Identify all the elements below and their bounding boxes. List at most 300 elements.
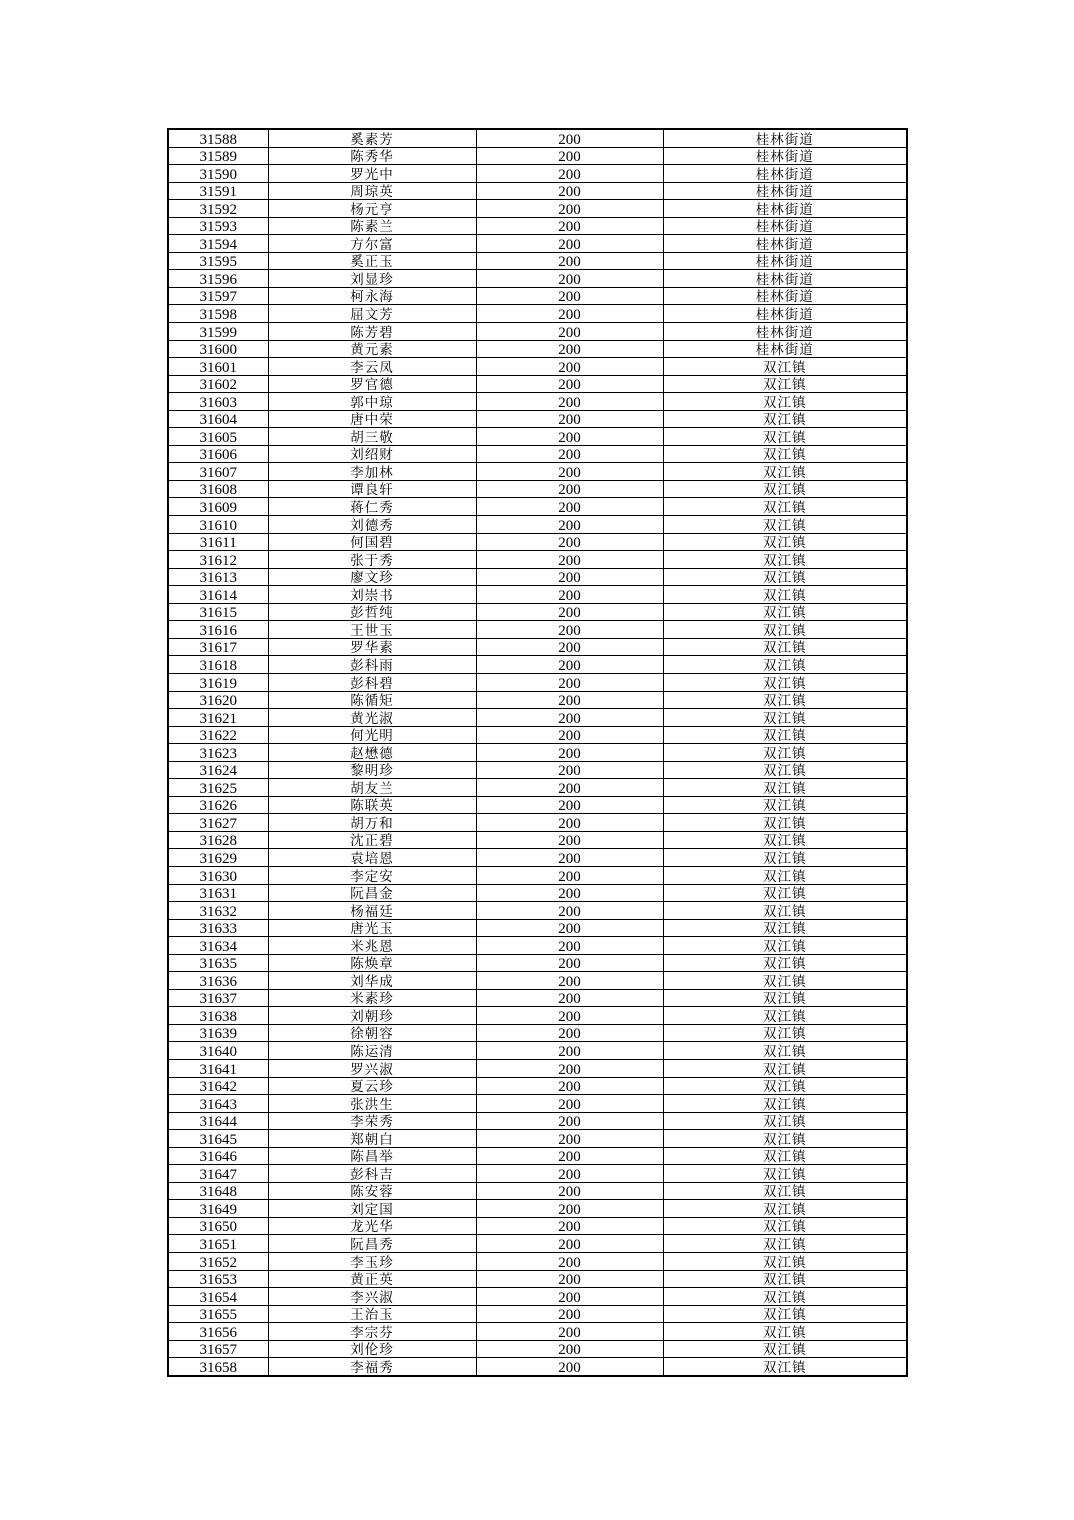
table-row [168,796,907,814]
row-name-cell: 李加林 [268,463,476,481]
row-amount-cell: 200 [476,323,663,341]
table-row [168,1130,907,1148]
row-name-cell: 廖文珍 [268,568,476,586]
row-amount-cell: 200 [476,954,663,972]
row-area-cell: 双江镇 [663,902,907,920]
table-row [168,516,907,534]
table-row [168,779,907,797]
row-name-cell: 屈文芳 [268,305,476,323]
row-id-cell: 31612 [168,551,268,569]
row-amount-cell: 200 [476,428,663,446]
row-name-cell: 刘华成 [268,972,476,990]
table-row [168,603,907,621]
row-name-cell: 阮昌秀 [268,1235,476,1253]
row-area-cell: 双江镇 [663,919,907,937]
row-id-cell: 31651 [168,1235,268,1253]
row-area-cell: 双江镇 [663,866,907,884]
row-amount-cell: 200 [476,533,663,551]
row-area-cell: 双江镇 [663,849,907,867]
row-area-cell: 桂林街道 [663,235,907,253]
row-amount-cell: 200 [476,498,663,516]
table-row [168,989,907,1007]
row-id-cell: 31615 [168,603,268,621]
row-id-cell: 31652 [168,1253,268,1271]
row-id-cell: 31641 [168,1059,268,1077]
row-amount-cell: 200 [476,884,663,902]
table-row [168,1217,907,1235]
row-amount-cell: 200 [476,1253,663,1271]
row-id-cell: 31654 [168,1288,268,1306]
row-name-cell: 彭科吉 [268,1165,476,1183]
row-id-cell: 31640 [168,1042,268,1060]
row-area-cell: 双江镇 [663,1095,907,1113]
row-amount-cell: 200 [476,129,663,147]
table-row [168,533,907,551]
table-row [168,1147,907,1165]
row-name-cell: 龙光华 [268,1217,476,1235]
row-area-cell: 双江镇 [663,638,907,656]
row-id-cell: 31629 [168,849,268,867]
row-id-cell: 31645 [168,1130,268,1148]
row-id-cell: 31633 [168,919,268,937]
row-id-cell: 31600 [168,340,268,358]
row-amount-cell: 200 [476,1042,663,1060]
row-area-cell: 双江镇 [663,1130,907,1148]
row-name-cell: 李宗芬 [268,1323,476,1341]
row-area-cell: 双江镇 [663,744,907,762]
row-name-cell: 陈素兰 [268,217,476,235]
table-row [168,902,907,920]
row-amount-cell: 200 [476,1323,663,1341]
table-row [168,480,907,498]
row-amount-cell: 200 [476,1077,663,1095]
table-row [168,586,907,604]
row-area-cell: 双江镇 [663,779,907,797]
row-amount-cell: 200 [476,445,663,463]
row-id-cell: 31624 [168,761,268,779]
row-id-cell: 31594 [168,235,268,253]
table-row [168,375,907,393]
row-area-cell: 双江镇 [663,410,907,428]
row-amount-cell: 200 [476,814,663,832]
table-row [168,1112,907,1130]
row-area-cell: 双江镇 [663,533,907,551]
row-area-cell: 双江镇 [663,796,907,814]
row-amount-cell: 200 [476,726,663,744]
row-area-cell: 双江镇 [663,1217,907,1235]
row-id-cell: 31655 [168,1305,268,1323]
row-id-cell: 31611 [168,533,268,551]
table-row [168,1077,907,1095]
row-name-cell: 刘德秀 [268,516,476,534]
row-area-cell: 双江镇 [663,1024,907,1042]
row-amount-cell: 200 [476,393,663,411]
row-area-cell: 双江镇 [663,1147,907,1165]
row-id-cell: 31614 [168,586,268,604]
row-id-cell: 31610 [168,516,268,534]
row-id-cell: 31635 [168,954,268,972]
row-name-cell: 刘伦珍 [268,1340,476,1358]
row-name-cell: 周琼英 [268,182,476,200]
row-name-cell: 陈安蓉 [268,1182,476,1200]
table-row [168,498,907,516]
row-amount-cell: 200 [476,744,663,762]
row-name-cell: 唐中荣 [268,410,476,428]
row-area-cell: 双江镇 [663,1340,907,1358]
table-row [168,1059,907,1077]
row-name-cell: 陈焕章 [268,954,476,972]
row-area-cell: 桂林街道 [663,182,907,200]
row-area-cell: 桂林街道 [663,165,907,183]
row-area-cell: 双江镇 [663,1288,907,1306]
row-id-cell: 31628 [168,831,268,849]
row-name-cell: 罗兴淑 [268,1059,476,1077]
roster-table [167,128,908,1377]
row-amount-cell: 200 [476,989,663,1007]
row-id-cell: 31634 [168,937,268,955]
row-amount-cell: 200 [476,621,663,639]
row-area-cell: 双江镇 [663,551,907,569]
table-row [168,463,907,481]
row-area-cell: 双江镇 [663,1305,907,1323]
table-row [168,393,907,411]
row-amount-cell: 200 [476,568,663,586]
row-id-cell: 31619 [168,673,268,691]
row-id-cell: 31637 [168,989,268,1007]
row-area-cell: 双江镇 [663,1323,907,1341]
row-name-cell: 胡友兰 [268,779,476,797]
table-row [168,147,907,165]
row-id-cell: 31644 [168,1112,268,1130]
row-id-cell: 31622 [168,726,268,744]
row-area-cell: 桂林街道 [663,287,907,305]
row-amount-cell: 200 [476,1305,663,1323]
row-amount-cell: 200 [476,1200,663,1218]
table-row [168,814,907,832]
row-area-cell: 双江镇 [663,1112,907,1130]
row-name-cell: 米兆恩 [268,937,476,955]
row-amount-cell: 200 [476,200,663,218]
row-id-cell: 31592 [168,200,268,218]
row-amount-cell: 200 [476,902,663,920]
row-area-cell: 双江镇 [663,709,907,727]
row-name-cell: 奚正玉 [268,252,476,270]
roster-table-body [168,129,907,1376]
row-name-cell: 陈秀华 [268,147,476,165]
row-name-cell: 李玉珍 [268,1253,476,1271]
table-row [168,621,907,639]
row-amount-cell: 200 [476,1059,663,1077]
row-id-cell: 31609 [168,498,268,516]
row-id-cell: 31636 [168,972,268,990]
row-id-cell: 31603 [168,393,268,411]
row-amount-cell: 200 [476,410,663,428]
table-row [168,428,907,446]
row-amount-cell: 200 [476,937,663,955]
row-id-cell: 31657 [168,1340,268,1358]
row-name-cell: 李云凤 [268,358,476,376]
table-row [168,358,907,376]
row-id-cell: 31602 [168,375,268,393]
table-row [168,691,907,709]
row-area-cell: 双江镇 [663,445,907,463]
row-id-cell: 31639 [168,1024,268,1042]
row-id-cell: 31605 [168,428,268,446]
row-area-cell: 双江镇 [663,1042,907,1060]
row-amount-cell: 200 [476,270,663,288]
row-area-cell: 双江镇 [663,972,907,990]
row-name-cell: 彭科碧 [268,673,476,691]
row-area-cell: 双江镇 [663,1200,907,1218]
table-row [168,1024,907,1042]
row-area-cell: 双江镇 [663,1077,907,1095]
row-amount-cell: 200 [476,480,663,498]
row-id-cell: 31621 [168,709,268,727]
table-row [168,972,907,990]
row-name-cell: 谭良轩 [268,480,476,498]
row-amount-cell: 200 [476,831,663,849]
row-id-cell: 31648 [168,1182,268,1200]
row-id-cell: 31589 [168,147,268,165]
row-id-cell: 31608 [168,480,268,498]
row-area-cell: 桂林街道 [663,147,907,165]
row-id-cell: 31627 [168,814,268,832]
row-name-cell: 刘崇书 [268,586,476,604]
row-id-cell: 31607 [168,463,268,481]
row-area-cell: 双江镇 [663,673,907,691]
row-area-cell: 双江镇 [663,884,907,902]
row-amount-cell: 200 [476,358,663,376]
row-name-cell: 郭中琼 [268,393,476,411]
table-row [168,568,907,586]
table-row [168,1340,907,1358]
row-name-cell: 陈联英 [268,796,476,814]
row-id-cell: 31649 [168,1200,268,1218]
row-area-cell: 桂林街道 [663,252,907,270]
row-id-cell: 31625 [168,779,268,797]
row-name-cell: 米素珍 [268,989,476,1007]
table-row [168,1270,907,1288]
row-amount-cell: 200 [476,375,663,393]
row-name-cell: 奚素芳 [268,129,476,147]
table-row [168,287,907,305]
table-row [168,217,907,235]
row-name-cell: 胡万和 [268,814,476,832]
table-row [168,954,907,972]
row-area-cell: 桂林街道 [663,217,907,235]
row-id-cell: 31638 [168,1007,268,1025]
row-name-cell: 王世玉 [268,621,476,639]
row-id-cell: 31658 [168,1358,268,1376]
row-area-cell: 双江镇 [663,1270,907,1288]
table-row [168,1323,907,1341]
table-row [168,1305,907,1323]
row-amount-cell: 200 [476,919,663,937]
row-name-cell: 沈正碧 [268,831,476,849]
row-id-cell: 31618 [168,656,268,674]
row-amount-cell: 200 [476,761,663,779]
row-name-cell: 杨元亨 [268,200,476,218]
table-row [168,726,907,744]
row-id-cell: 31623 [168,744,268,762]
row-area-cell: 双江镇 [663,621,907,639]
row-amount-cell: 200 [476,1147,663,1165]
table-row [168,866,907,884]
table-row [168,673,907,691]
row-amount-cell: 200 [476,217,663,235]
row-name-cell: 李定安 [268,866,476,884]
row-name-cell: 彭科雨 [268,656,476,674]
row-area-cell: 桂林街道 [663,270,907,288]
row-amount-cell: 200 [476,866,663,884]
row-amount-cell: 200 [476,1112,663,1130]
row-id-cell: 31647 [168,1165,268,1183]
table-row [168,709,907,727]
row-amount-cell: 200 [476,1340,663,1358]
row-area-cell: 双江镇 [663,691,907,709]
row-amount-cell: 200 [476,1024,663,1042]
row-amount-cell: 200 [476,1288,663,1306]
row-name-cell: 彭哲纯 [268,603,476,621]
table-row [168,1095,907,1113]
row-amount-cell: 200 [476,1358,663,1376]
row-id-cell: 31653 [168,1270,268,1288]
row-area-cell: 双江镇 [663,1165,907,1183]
row-area-cell: 桂林街道 [663,129,907,147]
row-id-cell: 31616 [168,621,268,639]
row-name-cell: 何光明 [268,726,476,744]
row-area-cell: 双江镇 [663,1253,907,1271]
table-row [168,831,907,849]
table-row [168,884,907,902]
row-id-cell: 31631 [168,884,268,902]
table-row [168,656,907,674]
row-name-cell: 陈运清 [268,1042,476,1060]
row-area-cell: 双江镇 [663,1059,907,1077]
table-row [168,323,907,341]
row-area-cell: 双江镇 [663,375,907,393]
row-amount-cell: 200 [476,1165,663,1183]
row-amount-cell: 200 [476,1270,663,1288]
row-name-cell: 黄光淑 [268,709,476,727]
row-name-cell: 陈昌举 [268,1147,476,1165]
table-row [168,761,907,779]
row-name-cell: 刘绍财 [268,445,476,463]
row-amount-cell: 200 [476,603,663,621]
row-area-cell: 双江镇 [663,954,907,972]
row-amount-cell: 200 [476,1130,663,1148]
row-name-cell: 夏云珍 [268,1077,476,1095]
row-area-cell: 双江镇 [663,1358,907,1376]
row-area-cell: 双江镇 [663,498,907,516]
row-name-cell: 罗光中 [268,165,476,183]
row-amount-cell: 200 [476,287,663,305]
row-area-cell: 桂林街道 [663,323,907,341]
row-area-cell: 双江镇 [663,1007,907,1025]
row-name-cell: 黎明珍 [268,761,476,779]
row-amount-cell: 200 [476,252,663,270]
row-id-cell: 31598 [168,305,268,323]
row-area-cell: 双江镇 [663,586,907,604]
row-area-cell: 双江镇 [663,761,907,779]
row-area-cell: 双江镇 [663,989,907,1007]
row-area-cell: 双江镇 [663,937,907,955]
table-row [168,270,907,288]
row-name-cell: 阮昌金 [268,884,476,902]
row-amount-cell: 200 [476,796,663,814]
row-area-cell: 双江镇 [663,393,907,411]
row-id-cell: 31650 [168,1217,268,1235]
row-amount-cell: 200 [476,709,663,727]
row-id-cell: 31588 [168,129,268,147]
table-row [168,744,907,762]
row-area-cell: 双江镇 [663,568,907,586]
row-id-cell: 31643 [168,1095,268,1113]
row-name-cell: 陈循矩 [268,691,476,709]
row-id-cell: 31590 [168,165,268,183]
row-area-cell: 桂林街道 [663,340,907,358]
table-row [168,1235,907,1253]
table-row [168,919,907,937]
row-amount-cell: 200 [476,235,663,253]
row-id-cell: 31626 [168,796,268,814]
table-row [168,849,907,867]
row-name-cell: 蒋仁秀 [268,498,476,516]
row-id-cell: 31595 [168,252,268,270]
row-name-cell: 胡三敬 [268,428,476,446]
row-amount-cell: 200 [476,463,663,481]
row-area-cell: 双江镇 [663,428,907,446]
row-area-cell: 桂林街道 [663,305,907,323]
row-id-cell: 31613 [168,568,268,586]
row-amount-cell: 200 [476,305,663,323]
table-row [168,235,907,253]
table-row [168,1165,907,1183]
row-id-cell: 31591 [168,182,268,200]
row-amount-cell: 200 [476,849,663,867]
table-row [168,1042,907,1060]
row-id-cell: 31593 [168,217,268,235]
row-amount-cell: 200 [476,972,663,990]
row-id-cell: 31599 [168,323,268,341]
row-area-cell: 双江镇 [663,814,907,832]
row-id-cell: 31617 [168,638,268,656]
row-area-cell: 双江镇 [663,1235,907,1253]
row-name-cell: 刘显珍 [268,270,476,288]
row-id-cell: 31642 [168,1077,268,1095]
row-amount-cell: 200 [476,1217,663,1235]
row-amount-cell: 200 [476,551,663,569]
table-row [168,129,907,147]
row-name-cell: 何国碧 [268,533,476,551]
row-id-cell: 31620 [168,691,268,709]
row-amount-cell: 200 [476,516,663,534]
table-row [168,445,907,463]
row-name-cell: 张于秀 [268,551,476,569]
row-name-cell: 张洪生 [268,1095,476,1113]
table-row [168,340,907,358]
row-amount-cell: 200 [476,340,663,358]
row-name-cell: 罗官德 [268,375,476,393]
table-row [168,182,907,200]
row-amount-cell: 200 [476,1007,663,1025]
row-area-cell: 双江镇 [663,831,907,849]
row-name-cell: 方尔富 [268,235,476,253]
row-area-cell: 双江镇 [663,480,907,498]
table-row [168,200,907,218]
row-amount-cell: 200 [476,779,663,797]
table-row [168,252,907,270]
